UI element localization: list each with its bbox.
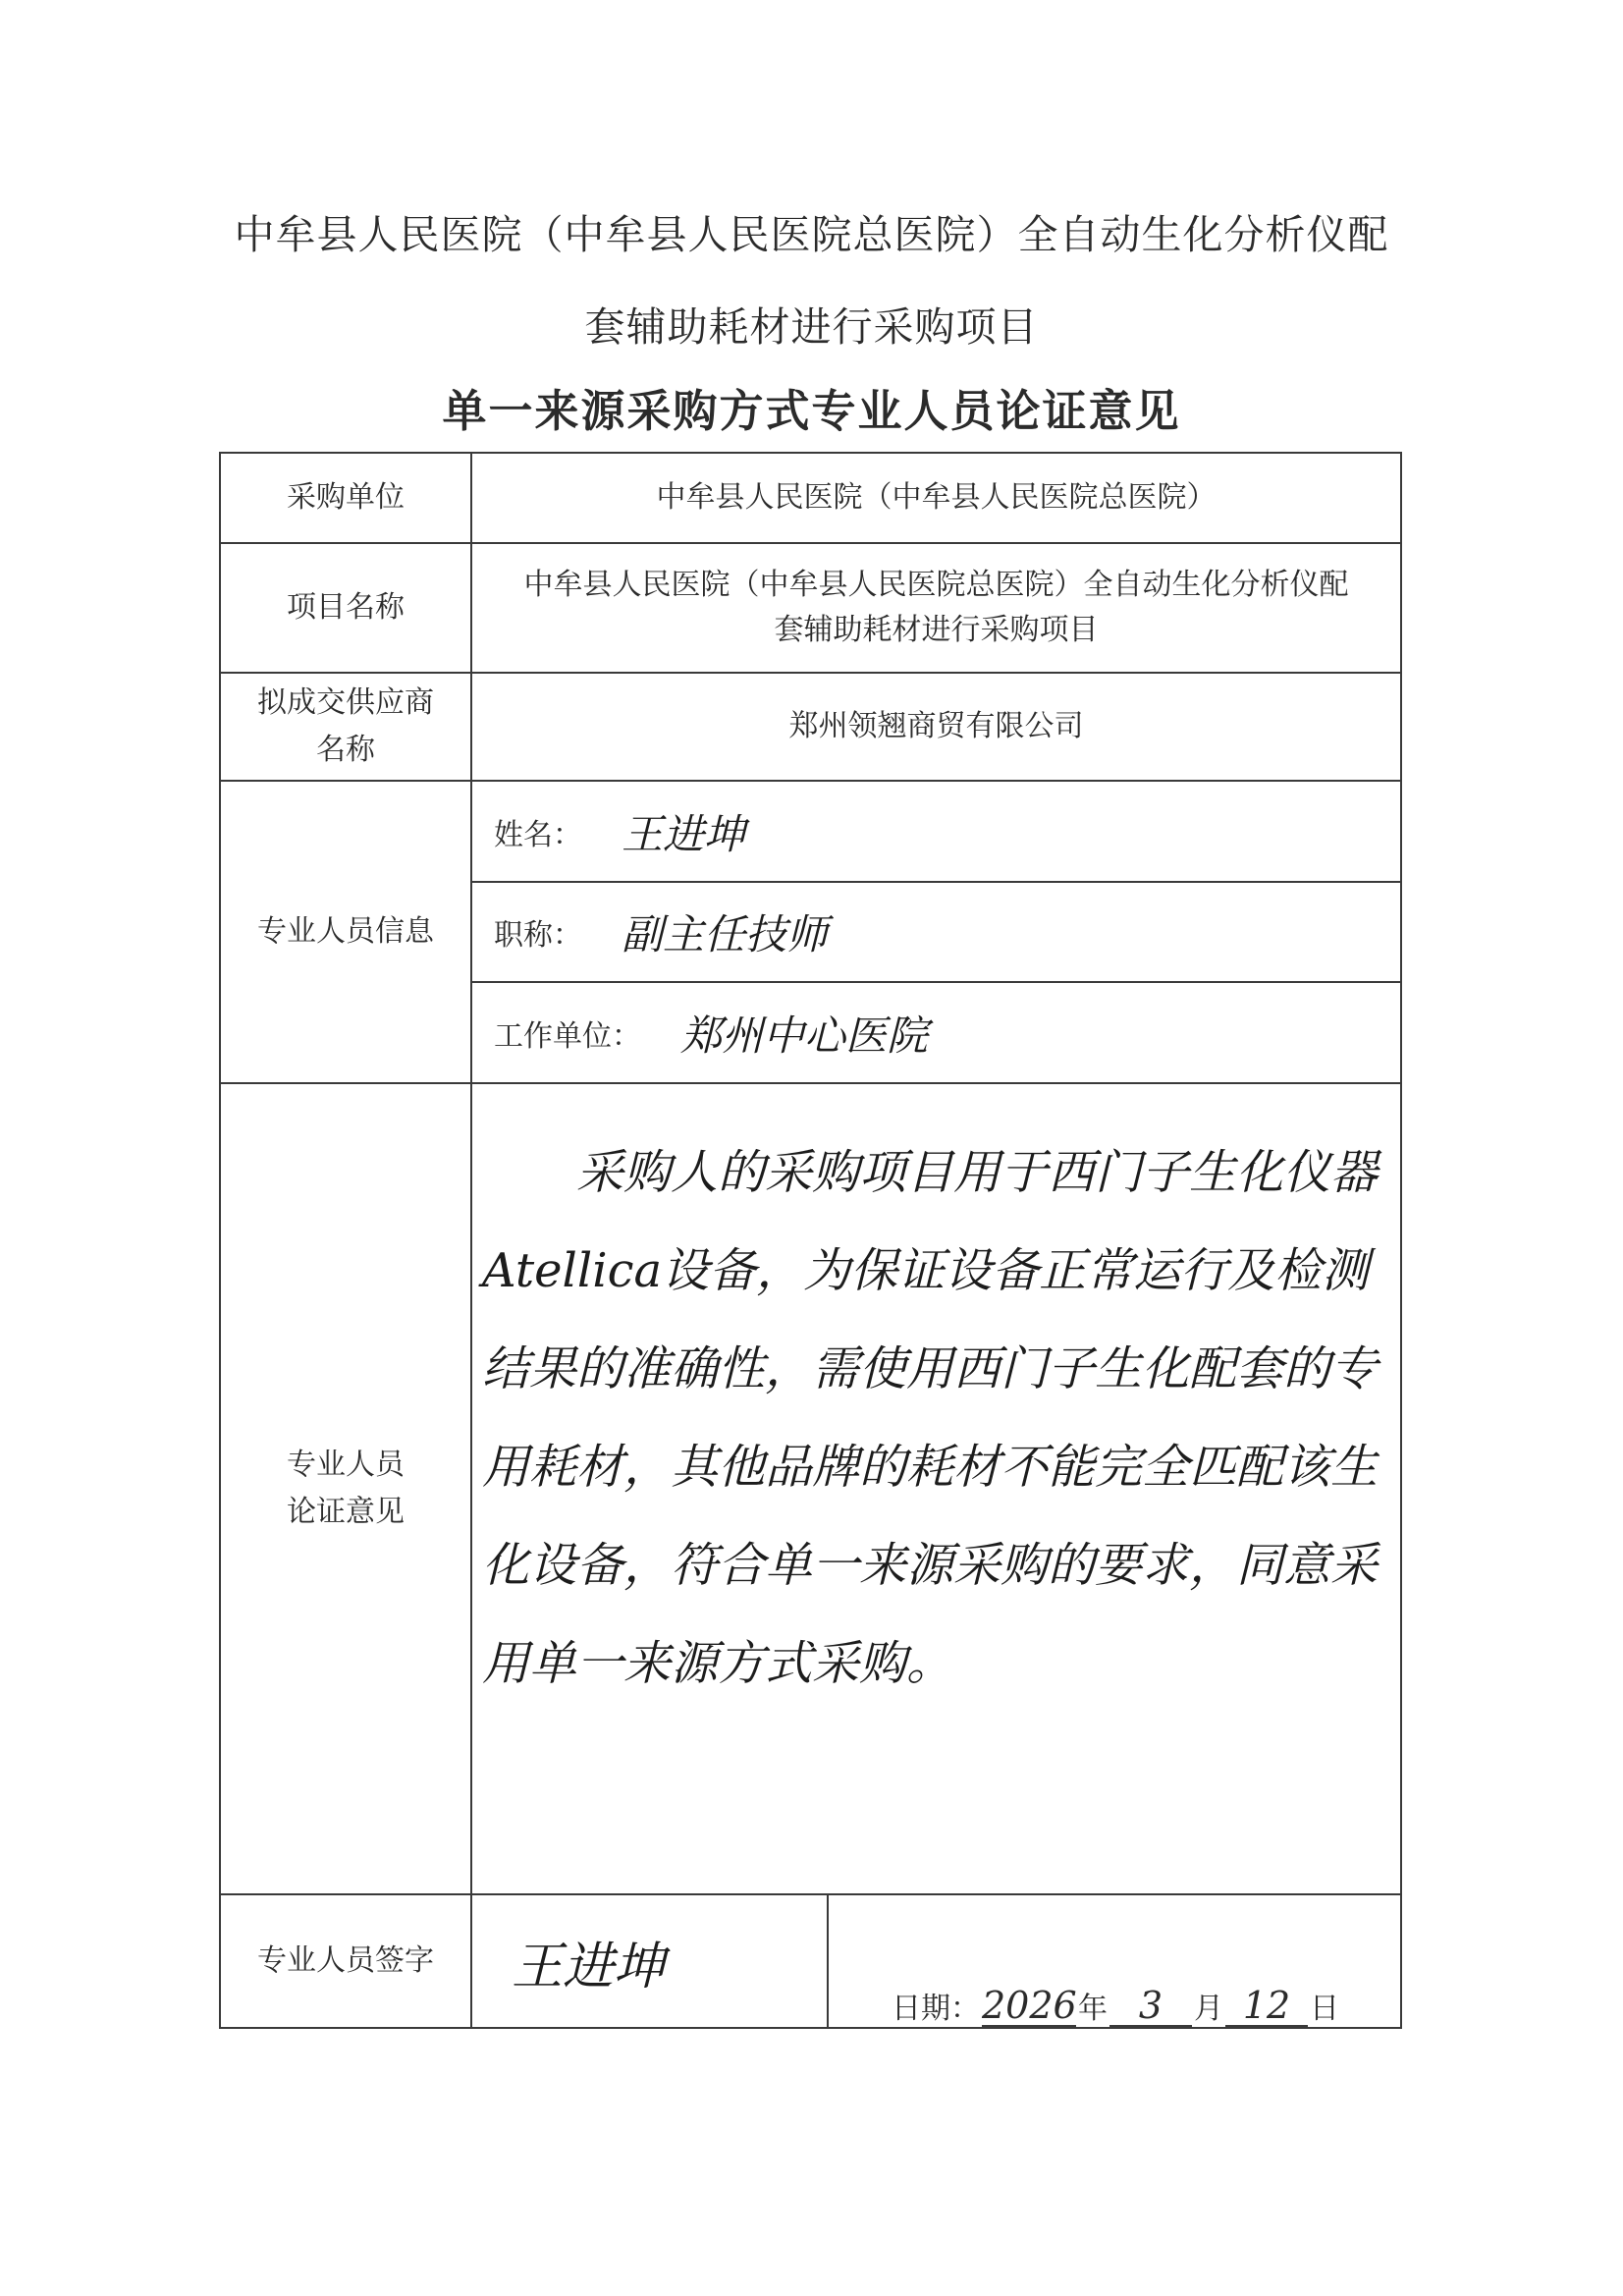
opinion-cell: [471, 1083, 1401, 1894]
document-title-line-2: 套辅助耗材进行采购项目: [584, 303, 1039, 351]
signature-handwriting: 王进坤: [512, 1937, 666, 1996]
expert-title-row: [472, 882, 1400, 982]
expert-name-handwriting: 王进坤: [622, 809, 746, 858]
supplier-label: [220, 673, 471, 781]
signature-label: 专业人员签字: [220, 1894, 471, 2028]
project-value-line-1: 中牟县人民医院（中牟县人民医院总医院）全自动生化分析仪配: [523, 568, 1349, 602]
row-project: [220, 543, 1401, 673]
document-main-title: 单一来源采购方式专业人员论证意见: [442, 385, 1181, 437]
date-year-unit: 年: [1078, 1992, 1108, 2026]
row-opinion: [220, 1083, 1401, 1894]
signature-cell: [471, 1894, 1401, 2028]
opinion-label: [220, 1083, 471, 1894]
expert-name-label: 姓名：: [494, 817, 582, 852]
date-month-unit: 月: [1194, 1992, 1223, 2026]
signature-box: [472, 1895, 828, 2027]
signature-subtable: [472, 1895, 1402, 2027]
opinion-label-line-1: 专业人员: [287, 1448, 405, 1482]
date-day-unit: 日: [1310, 1992, 1339, 2026]
row-expert-info: [220, 781, 1401, 1083]
expert-info-cell: [471, 781, 1401, 1083]
project-value: [471, 543, 1401, 673]
date-day-blank: 12: [1225, 1986, 1308, 2027]
project-label: 项目名称: [220, 543, 471, 673]
expert-unit-field: [472, 983, 1400, 1082]
expert-info-label: 专业人员信息: [220, 781, 471, 1083]
expert-unit-row: [472, 982, 1400, 1082]
argument-form-table: [219, 452, 1402, 2029]
purchaser-label: 采购单位: [220, 453, 471, 543]
document-title-line-1: 中牟县人民医院（中牟县人民医院总医院）全自动生化分析仪配: [234, 211, 1389, 258]
row-supplier: [220, 673, 1401, 781]
supplier-value: 郑州领翘商贸有限公司: [471, 673, 1401, 781]
expert-unit-label: 工作单位：: [494, 1018, 641, 1054]
expert-title-label: 职称：: [494, 918, 582, 953]
opinion-handwriting: 采购人的采购项目用于西门子生化仪器Atellica设备，为保证设备正常运行及检测结果的准确性，需使用西门子生化配套的专用耗材，其他品牌的耗材不能完全匹配该生化设备，符合单一来源采购的要求，同意采用单一来源方式采购。: [482, 1145, 1379, 1691]
date-label: 日期：: [892, 1992, 980, 2026]
expert-name-field: [472, 782, 1400, 881]
opinion-label-line-2: 论证意见: [287, 1495, 405, 1529]
date-month-blank: 3: [1109, 1986, 1192, 2027]
row-signature: [220, 1894, 1401, 2028]
expert-title-field: [472, 883, 1400, 981]
purchaser-value: 中牟县人民医院（中牟县人民医院总医院）: [471, 453, 1401, 543]
row-purchaser: [220, 453, 1401, 543]
date-box: [828, 1895, 1402, 2027]
expert-info-subtable: [472, 782, 1400, 1082]
date-year-blank: 2026: [982, 1984, 1077, 2027]
expert-name-row: [472, 782, 1400, 882]
supplier-label-line-1: 拟成交供应商: [257, 685, 434, 720]
date-field: [829, 1895, 1402, 2027]
project-value-line-2: 套辅助耗材进行采购项目: [774, 613, 1099, 647]
supplier-label-line-2: 名称: [316, 733, 375, 767]
expert-title-handwriting: 副主任技师: [622, 910, 829, 958]
expert-unit-handwriting: 郑州中心医院: [680, 1011, 929, 1060]
